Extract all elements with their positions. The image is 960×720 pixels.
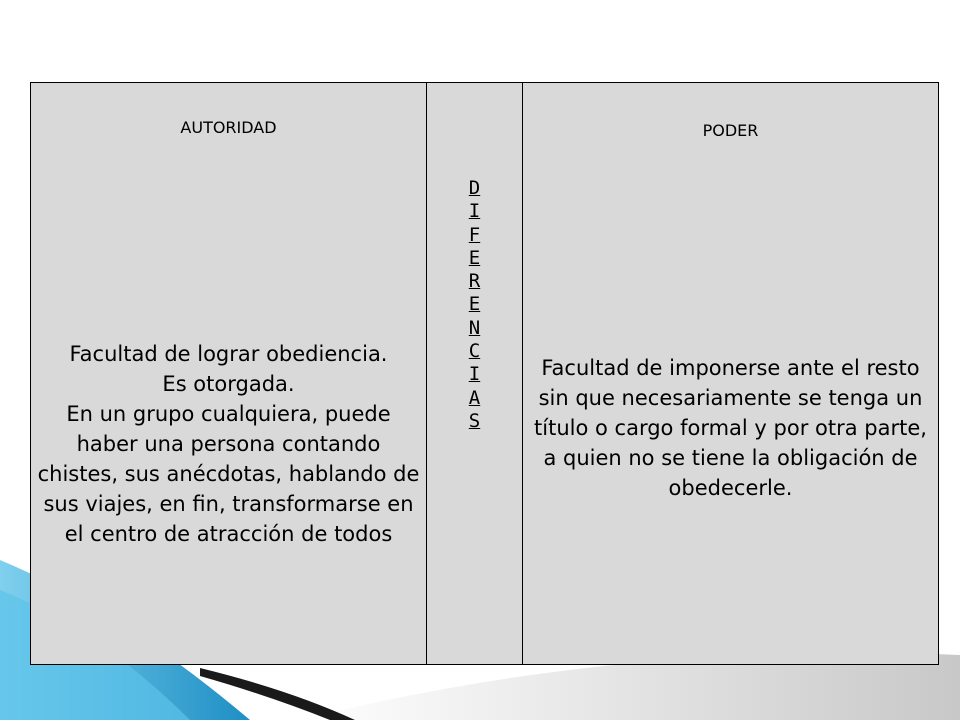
- letter-11: S: [468, 409, 481, 432]
- letter-6: E: [468, 293, 481, 316]
- letter-7: N: [468, 316, 481, 339]
- autoridad-line-3: En un grupo cualquiera, puede haber una persona contando chistes, sus anécdotas, hablando de sus viajes, en fin, transformarse en el centro de atracción de todos: [37, 402, 420, 546]
- autoridad-line-1: Facultad de lograr obediencia.: [69, 342, 388, 366]
- letter-9: I: [468, 363, 481, 386]
- autoridad-line-2: Es otorgada.: [162, 372, 295, 396]
- autoridad-column: [31, 83, 427, 664]
- diferencias-vertical-label: [427, 177, 522, 433]
- letter-2: I: [468, 200, 481, 223]
- letter-5: R: [468, 270, 481, 293]
- poder-header: PODER: [702, 121, 759, 140]
- letter-10: A: [468, 386, 481, 409]
- autoridad-header: AUTORIDAD: [180, 118, 277, 137]
- letter-8: C: [468, 340, 481, 363]
- letter-4: E: [468, 246, 481, 269]
- autoridad-description: [37, 339, 420, 549]
- comparison-table: [30, 82, 939, 665]
- poder-description: Facultad de imponerse ante el resto sin que necesariamente se tenga un título o cargo formal y por otra parte, a quien no se tiene la obligación de obedecerle.: [534, 356, 927, 500]
- poder-column: [523, 83, 938, 664]
- letter-3: F: [468, 223, 481, 246]
- letter-1: D: [468, 177, 481, 199]
- diferencias-column: [427, 83, 523, 664]
